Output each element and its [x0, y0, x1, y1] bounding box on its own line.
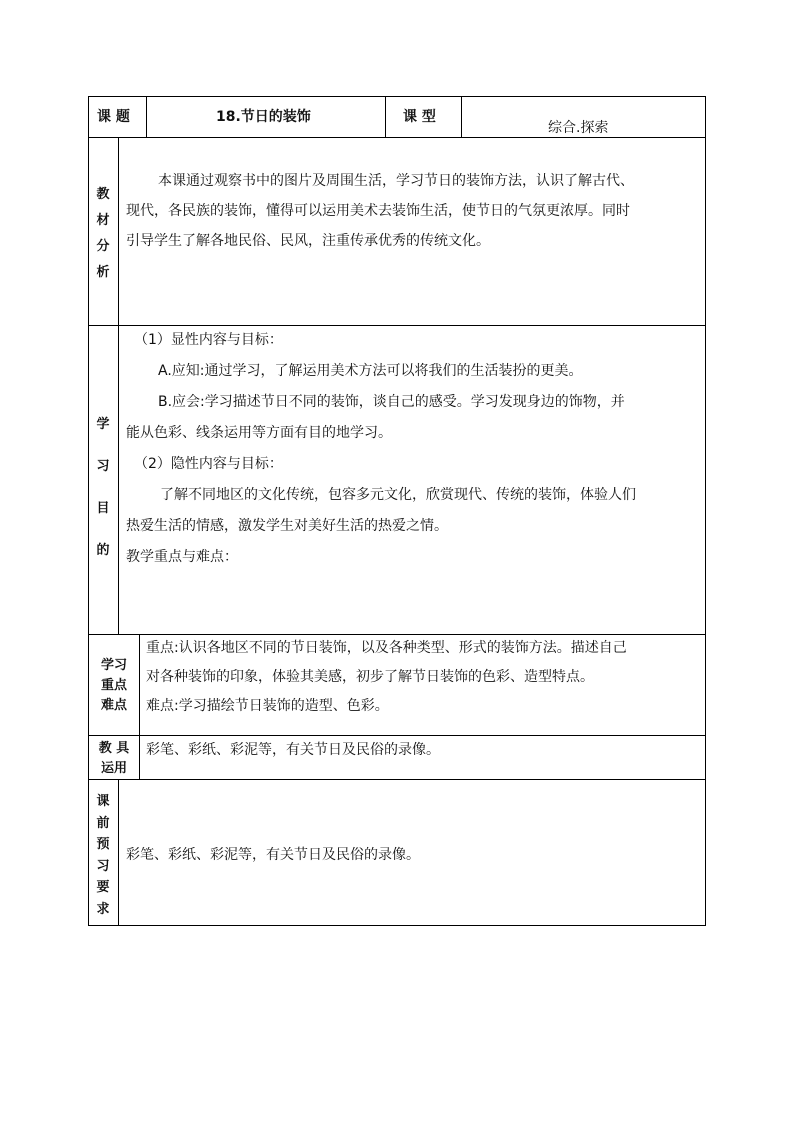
preview-text: 彩笔、彩纸、彩泥等，有关节日及民俗的录像。 [126, 847, 420, 863]
table-border-right [705, 96, 706, 926]
key-points-label: 学习 重点 难点 [100, 658, 127, 713]
row-divider [88, 735, 706, 736]
objectives-text: （1）显性内容与目标： A.应知:通过学习，了解运用美术方法可以将我们的生活装扮的更美。 B.应会:学习描述节日不同的装饰，谈自己的感受。学习发现身边的饰物，并 能从色彩、线条运用等方面有目的地学习。 （2）隐性内容与目标： 了解不同地区的文化传统，包容多元文化，欣赏现代、传统的装饰，体验人们 热爱生活的情感，激发学生对美好生活的热爱之情。 教学重点与难点： [126, 332, 636, 565]
lesson-title: 18.节日的装饰 [216, 109, 311, 125]
label-column-divider [118, 137, 119, 635]
tools-text: 彩笔、彩纸、彩泥等，有关节日及民俗的录像。 [146, 742, 440, 758]
cell-divider [146, 96, 147, 138]
table-border-top [88, 96, 706, 97]
materials-analysis-label: 教 材 分 析 [96, 187, 110, 280]
label-column-divider [139, 634, 140, 780]
cell-divider [385, 96, 386, 138]
label-column-divider [118, 779, 119, 926]
cell-divider [461, 96, 462, 138]
row-divider [88, 779, 706, 780]
lesson-type: 综合.探索 [548, 120, 609, 136]
type-label: 课 型 [403, 109, 436, 125]
materials-analysis-text: 本课通过观察书中的图片及周围生活，学习节日的装饰方法，认识了解古代、 现代，各民族的装饰，懂得可以运用美术去装饰生活，使节日的气氛更浓厚。同时 引导学生了解各地民俗、民风，注重传承优秀的传统文化。 [126, 173, 634, 249]
tools-label: 教 具 运用 [98, 741, 130, 776]
table-border-left [88, 96, 89, 926]
table-border-bottom [88, 925, 706, 926]
preview-label: 课 前 预 习 要 求 [96, 794, 110, 917]
row-divider [88, 137, 706, 138]
key-points-text: 重点:认识各地区不同的节日装饰，以及各种类型、形式的装饰方法。描述自己 对各种装饰的印象，体验其美感，初步了解节日装饰的色彩、造型特点。 难点:学习描绘节日装饰的造型、色彩。 [146, 640, 627, 714]
objectives-label: 学 习 目 的 [96, 417, 110, 558]
topic-label: 课 题 [97, 109, 130, 125]
